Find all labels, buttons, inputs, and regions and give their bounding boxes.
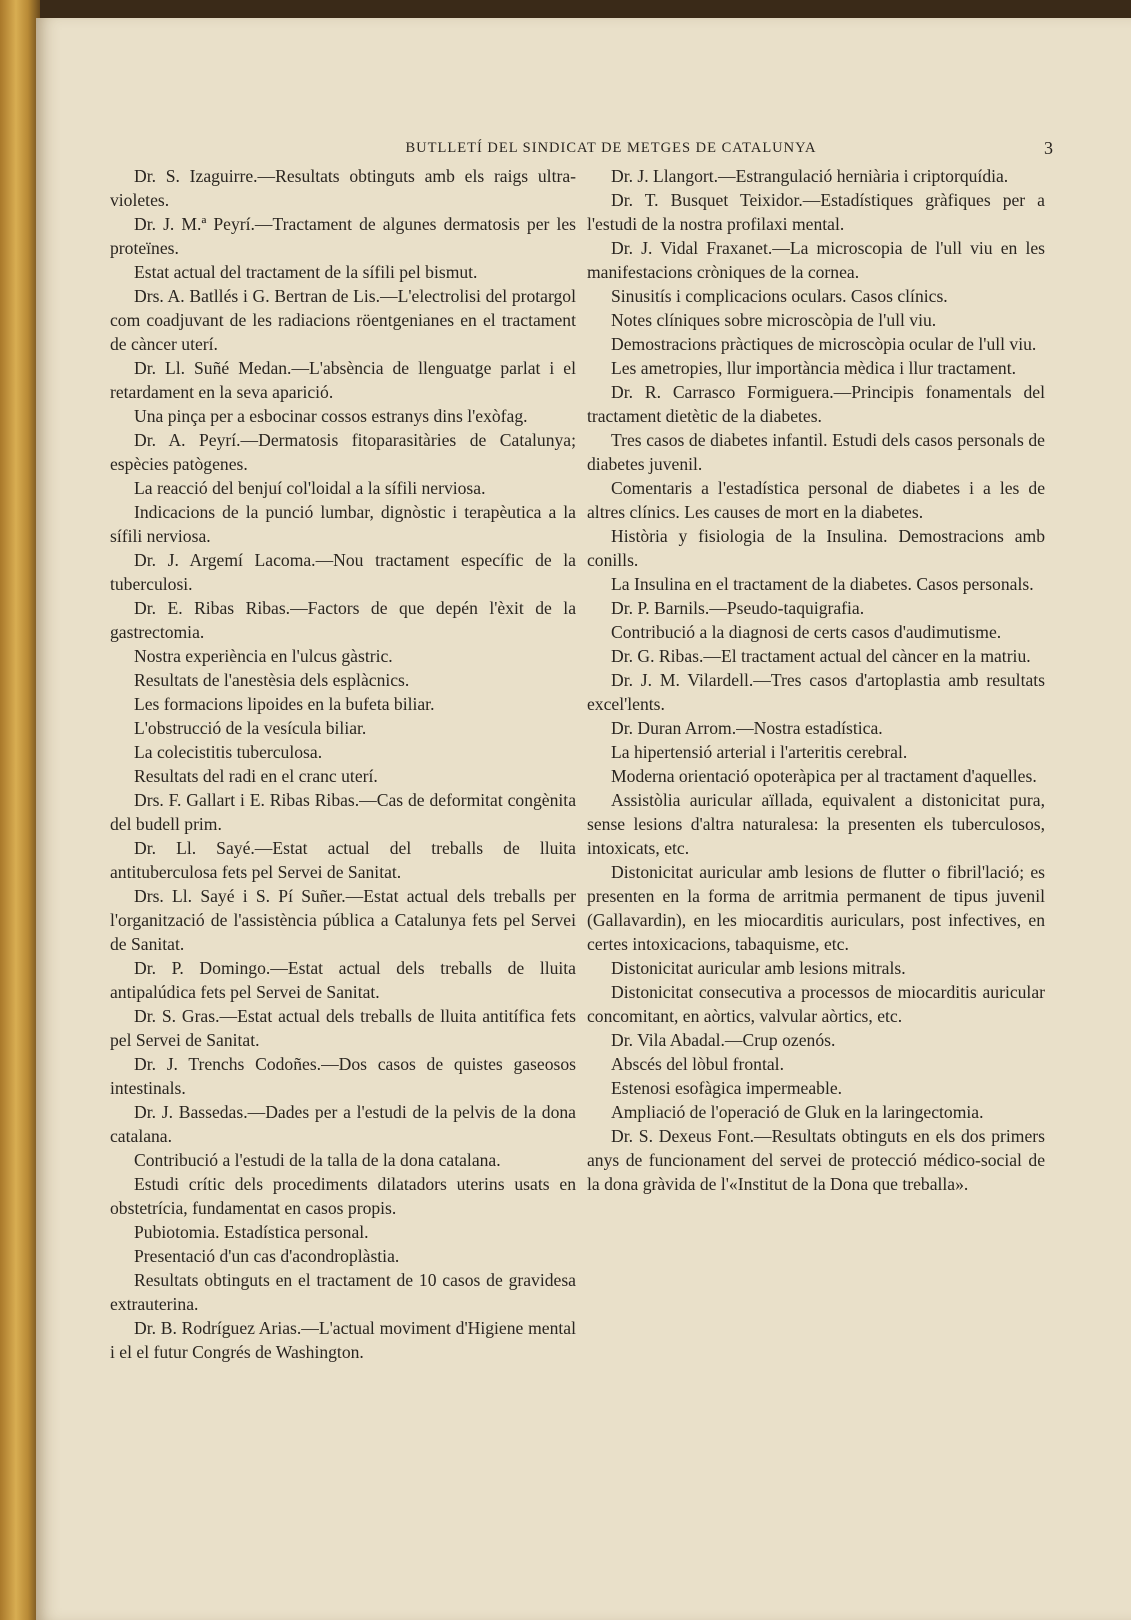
paragraph: Estat actual del tractament de la sífili pel bismut. — [134, 262, 478, 282]
paragraph: Dr. G. Ribas.—El tractament actual del càncer en la matriu. — [611, 646, 1031, 666]
paragraph: Dr. T. Busquet Teixidor.—Estadístiques gràfiques per a l'estudi de la nostra profilaxi mental. — [587, 190, 1045, 234]
paragraph: Indicacions de la punció lumbar, dignòstic i terapèutica a la sífili nerviosa. — [110, 502, 576, 546]
paragraph: Tres casos de diabetes infantil. Estudi dels casos personals de diabetes juvenil. — [587, 430, 1045, 474]
paragraph: Dr. J. Bassedas.—Dades per a l'estudi de la pelvis de la dona catalana. — [110, 1102, 576, 1146]
paragraph: Nostra experiència en l'ulcus gàstric. — [134, 646, 393, 666]
paragraph: Dr. Duran Arrom.—Nostra estadística. — [611, 718, 883, 738]
paragraph: Ampliació de l'operació de Gluk en la laringectomia. — [611, 1102, 984, 1122]
paragraph: Dr. P. Barnils.—Pseudo-taquigrafia. — [611, 598, 865, 618]
paragraph: Dr. Ll. Suñé Medan.—L'absència de llenguatge parlat i el retardament en la seva aparició. — [110, 358, 576, 402]
paragraph: Dr. S. Gras.—Estat actual dels treballs de lluita antitífica fets pel Servei de Sanitat. — [110, 1006, 576, 1050]
paragraph: Distonicitat auricular amb lesions de flutter o fibril'lació; es presenten en la forma de arritmia permanent de tipus juvenil (Gallavardin), en les miocarditis auriculars, post infectives, en certes intoxicacions, tabaquisme, etc. — [587, 862, 1045, 954]
paragraph: Notes clíniques sobre microscòpia de l'ull viu. — [611, 310, 937, 330]
paragraph: Sinusitís i complicacions oculars. Casos clínics. — [611, 286, 948, 306]
paragraph: Dr. J. Argemí Lacoma.—Nou tractament específic de la tuberculosi. — [110, 550, 576, 594]
paragraph: Contribució a l'estudi de la talla de la dona catalana. — [134, 1150, 501, 1170]
paragraph: La reacció del benjuí col'loidal a la sífili nerviosa. — [134, 478, 486, 498]
paragraph: Resultats obtinguts en el tractament de 10 casos de gravidesa extrauterina. — [110, 1270, 576, 1314]
paragraph: Dr. B. Rodríguez Arias.—L'actual moviment d'Higiene mental i el el futur Congrés de Washington. — [110, 1318, 576, 1362]
paragraph: Contribució a la diagnosi de certs casos d'audimutisme. — [611, 622, 1002, 642]
paragraph: Dr. J. Trenchs Codoñes.—Dos casos de quistes gaseosos intestinals. — [110, 1054, 576, 1098]
paragraph: Estenosi esofàgica impermeable. — [611, 1078, 843, 1098]
paragraph: Dr. J. Llangort.—Estrangulació herniària i criptorquídia. — [611, 166, 1009, 186]
paragraph: Dr. A. Peyrí.—Dermatosis fitoparasitàries de Catalunya; espècies patògenes. — [110, 430, 576, 474]
paragraph: Una pinça per a esbocinar cossos estranys dins l'exòfag. — [134, 406, 528, 426]
running-header: BUTLLETÍ DEL SINDICAT DE METGES DE CATALUNYA — [405, 140, 817, 156]
paragraph: Assistòlia auricular aïllada, equivalent a distonicitat pura, sense lesions d'altra naturalesa: la presenten els tuberculosos, intoxicats, etc. — [587, 790, 1045, 858]
book-binding-edge — [0, 0, 40, 1620]
paragraph: Estudi crític dels procediments dilatadors uterins usats en obstetrícia, fundamentat en casos propis. — [110, 1174, 576, 1218]
paragraph: Dr. E. Ribas Ribas.—Factors de que depén l'èxit de la gastrectomia. — [110, 598, 576, 642]
paragraph: Demostracions pràctiques de microscòpia ocular de l'ull viu. — [611, 334, 1037, 354]
left-column — [110, 164, 576, 1364]
paragraph: Presentació d'un cas d'acondroplàstia. — [134, 1246, 400, 1266]
paragraph: La hipertensió arterial i l'arteritis cerebral. — [611, 742, 908, 762]
right-column — [587, 164, 1045, 1196]
paragraph: Moderna orientació opoteràpica per al tractament d'aquelles. — [611, 766, 1037, 786]
paragraph: Dr. J. M. Vilardell.—Tres casos d'artoplastia amb resultats excel'lents. — [587, 670, 1045, 714]
paragraph: Dr. S. Dexeus Font.—Resultats obtinguts en els dos primers anys de funcionament del servei de protecció médico-social de la dona gràvida de l'«Institut de la Dona que treballa». — [587, 1126, 1045, 1194]
paragraph: Dr. R. Carrasco Formiguera.—Principis fonamentals del tractament dietètic de la diabetes. — [587, 382, 1045, 426]
paragraph: Dr. P. Domingo.—Estat actual dels treballs de lluita antipalúdica fets pel Servei de Sanitat. — [110, 958, 576, 1002]
paragraph: Drs. Ll. Sayé i S. Pí Suñer.—Estat actual dels treballs per l'organització de l'assistència pública a Catalunya fets pel Servei de Sanitat. — [110, 886, 576, 954]
paragraph: Dr. J. Vidal Fraxanet.—La microscopia de l'ull viu en les manifestacions cròniques de la cornea. — [587, 238, 1045, 282]
paragraph: Comentaris a l'estadística personal de diabetes i a les de altres clínics. Les causes de mort en la diabetes. — [587, 478, 1045, 522]
paragraph: L'obstrucció de la vesícula biliar. — [134, 718, 367, 738]
page-number: 3 — [1044, 138, 1053, 158]
paragraph: Dr. S. Izaguirre.—Resultats obtinguts amb els raigs ultra-violetes. — [110, 166, 576, 210]
paragraph: Resultats del radi en el cranc uterí. — [134, 766, 378, 786]
paragraph: Distonicitat consecutiva a processos de miocarditis auricular concomitant, en aòrtics, valvular aòrtics, etc. — [587, 982, 1045, 1026]
paragraph: Drs. A. Batllés i G. Bertran de Lis.—L'electrolisi del protargol com coadjuvant de les radiacions röentgenianes en el tractament de càncer uterí. — [110, 286, 576, 354]
paragraph: Distonicitat auricular amb lesions mitrals. — [611, 958, 906, 978]
paragraph: Les ametropies, llur importància mèdica i llur tractament. — [611, 358, 1016, 378]
paragraph: La Insulina en el tractament de la diabetes. Casos personals. — [611, 574, 1034, 594]
paragraph: La colecistitis tuberculosa. — [134, 742, 323, 762]
paragraph: Història y fisiologia de la Insulina. Demostracions amb conills. — [587, 526, 1045, 570]
paragraph: Abscés del lòbul frontal. — [611, 1054, 784, 1074]
paragraph: Dr. J. M.ª Peyrí.—Tractament de algunes dermatosis per les proteïnes. — [110, 214, 576, 258]
paragraph: Dr. Vila Abadal.—Crup ozenós. — [611, 1030, 836, 1050]
paragraph: Dr. Ll. Sayé.—Estat actual del treballs de lluita antituberculosa fets pel Servei de Sanitat. — [110, 838, 576, 882]
paragraph: Pubiotomia. Estadística personal. — [134, 1222, 369, 1242]
paragraph: Les formacions lipoides en la bufeta biliar. — [134, 694, 435, 714]
paragraph: Resultats de l'anestèsia dels esplàcnics. — [134, 670, 410, 690]
paragraph: Drs. F. Gallart i E. Ribas Ribas.—Cas de deformitat congènita del budell prim. — [110, 790, 576, 834]
